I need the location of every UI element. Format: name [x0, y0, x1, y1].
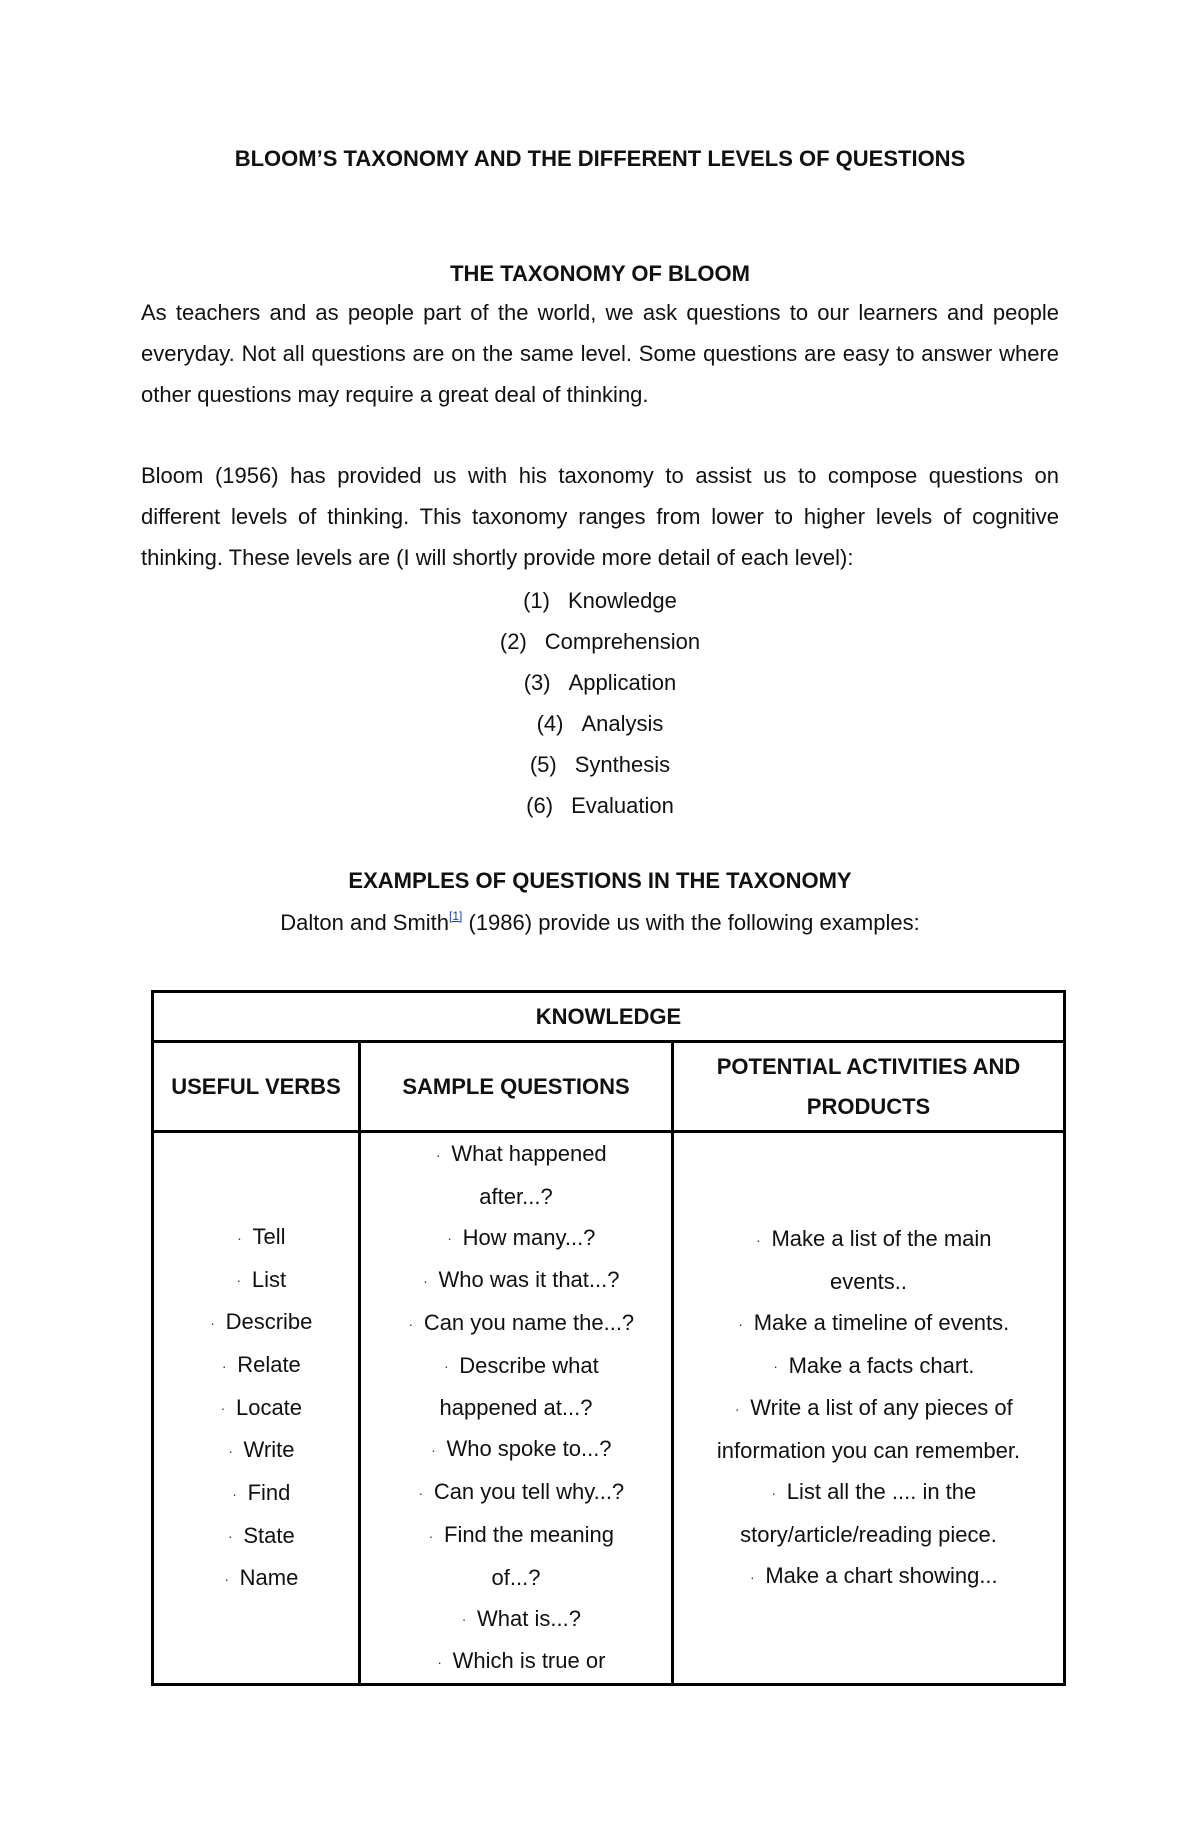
- bullet-icon: ·: [220, 1400, 226, 1417]
- list-item: · Find the meaning: [361, 1514, 671, 1557]
- bullet-icon: ·: [435, 1146, 441, 1163]
- examples-intro: Dalton and Smith[1] (1986) provide us with the following examples:: [280, 909, 920, 935]
- list-item: · State: [154, 1515, 358, 1558]
- bullet-icon: ·: [408, 1315, 414, 1332]
- list-item: · Make a timeline of events.: [674, 1302, 1063, 1345]
- list-item-continuation: information you can remember.: [716, 1438, 1021, 1464]
- list-item: · Describe what: [361, 1345, 671, 1388]
- list-item: · Relate: [154, 1344, 358, 1387]
- bullet-icon: ·: [428, 1527, 434, 1544]
- list-item-continuation: of...?: [491, 1564, 541, 1590]
- bullet-icon: ·: [756, 1232, 761, 1249]
- list-item: · List all the .... in the: [674, 1471, 1063, 1514]
- list-item: · What is...?: [361, 1598, 671, 1641]
- list-item: · Who spoke to...?: [361, 1428, 671, 1471]
- list-item: · How many...?: [361, 1217, 671, 1260]
- level-item: (4) Analysis: [536, 711, 664, 736]
- bullet-icon: ·: [236, 1272, 242, 1289]
- list-item: · Which is true or: [361, 1640, 671, 1683]
- paragraph-intro: As teachers and as people part of the world, we ask questions to our learners and people everyday. Not all questions are on the same level. Some questions are easy to answer where other questions may require a great deal of thinking.: [141, 300, 1059, 407]
- list-item: · Write: [154, 1429, 358, 1472]
- list-item: · Can you name the...?: [361, 1302, 671, 1345]
- activities-list: [674, 1218, 1063, 1597]
- level-item: (6) Evaluation: [526, 793, 674, 818]
- table-title: KNOWLEDGE: [153, 992, 1065, 1042]
- taxonomy-levels-list: [0, 580, 1200, 826]
- footnote-link[interactable]: [1]: [449, 909, 463, 923]
- list-item: · Make a list of the main: [674, 1218, 1063, 1261]
- list-item: · Describe: [154, 1301, 358, 1344]
- questions-list: [361, 1133, 671, 1683]
- bullet-icon: ·: [224, 1571, 229, 1588]
- bullet-icon: ·: [221, 1357, 227, 1374]
- bullet-icon: ·: [443, 1358, 449, 1375]
- verbs-list: [154, 1216, 358, 1600]
- list-item: · Locate: [154, 1387, 358, 1430]
- bullet-icon: ·: [423, 1273, 428, 1290]
- list-item: · Find: [154, 1472, 358, 1515]
- verbs-cell: [153, 1132, 360, 1685]
- level-item: (3) Application: [523, 670, 677, 695]
- list-item: · Name: [154, 1557, 358, 1600]
- list-item: · Who was it that...?: [361, 1259, 671, 1302]
- bullet-icon: ·: [773, 1358, 778, 1375]
- level-item: (2) Comprehension: [499, 629, 701, 654]
- bullet-icon: ·: [738, 1315, 744, 1332]
- list-item-continuation: story/article/reading piece.: [740, 1521, 997, 1547]
- level-item: (5) Synthesis: [529, 752, 671, 777]
- paragraph-bloom: Bloom (1956) has provided us with his taxonomy to assist us to compose questions on different levels of thinking. This taxonomy ranges from lower to higher levels of cognitive thinking. These levels are (I will shortly provide more detail of each level):: [141, 463, 1059, 570]
- list-item: · What happened: [361, 1133, 671, 1176]
- bullet-icon: ·: [228, 1442, 233, 1459]
- bullet-icon: ·: [227, 1528, 233, 1545]
- bullet-icon: ·: [431, 1442, 436, 1459]
- bullet-icon: ·: [232, 1485, 237, 1502]
- list-item: · List: [154, 1259, 358, 1302]
- list-item-continuation: after...?: [479, 1183, 553, 1209]
- level-item: (1) Knowledge: [523, 588, 677, 613]
- list-item-continuation: events..: [829, 1269, 908, 1295]
- document-title: BLOOM’S TAXONOMY AND THE DIFFERENT LEVELS OF QUESTIONS: [234, 146, 966, 171]
- bullet-icon: ·: [771, 1484, 777, 1501]
- list-item: · Can you tell why...?: [361, 1471, 671, 1514]
- list-item: · Make a chart showing...: [674, 1555, 1063, 1598]
- questions-cell: [360, 1132, 673, 1685]
- activities-cell: [673, 1132, 1065, 1685]
- bullet-icon: ·: [749, 1568, 755, 1585]
- bullet-icon: ·: [237, 1229, 242, 1246]
- bullet-icon: ·: [734, 1401, 740, 1418]
- bullet-icon: ·: [418, 1484, 424, 1501]
- bullet-icon: ·: [461, 1611, 467, 1628]
- column-header: SAMPLE QUESTIONS: [360, 1042, 673, 1132]
- bullet-icon: ·: [437, 1653, 442, 1670]
- list-item: · Tell: [154, 1216, 358, 1259]
- bullet-icon: ·: [447, 1230, 452, 1247]
- column-header: POTENTIAL ACTIVITIES AND PRODUCTS: [673, 1042, 1065, 1132]
- column-header: USEFUL VERBS: [153, 1042, 360, 1132]
- list-item: · Write a list of any pieces of: [674, 1387, 1063, 1430]
- section-heading-examples: EXAMPLES OF QUESTIONS IN THE TAXONOMY: [348, 868, 852, 893]
- section-heading-taxonomy: THE TAXONOMY OF BLOOM: [450, 261, 750, 286]
- list-item-continuation: happened at...?: [439, 1395, 593, 1421]
- knowledge-table: [151, 990, 1066, 1686]
- bullet-icon: ·: [210, 1314, 215, 1331]
- list-item: · Make a facts chart.: [674, 1345, 1063, 1388]
